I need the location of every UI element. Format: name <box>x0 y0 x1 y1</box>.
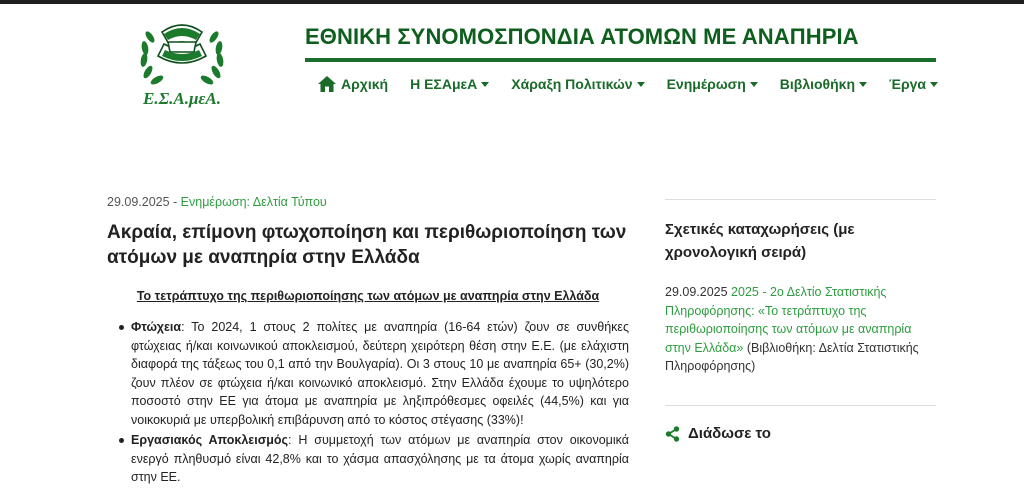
sidebar-divider <box>665 199 936 200</box>
article-bullets <box>107 318 629 489</box>
related-entry-date: 29.09.2025 <box>665 285 728 299</box>
nav-item-library[interactable] <box>780 76 867 92</box>
related-entry-link[interactable]: 2025 - 2ο Δελτίο Στατιστικής Πληροφόρησης: «Το τετράπτυχο της περιθωριοποίησης των ατόμων με αναπηρία στην Ελλάδα» <box>665 285 912 355</box>
related-entry-category: (Βιβλιοθήκη: Δελτία Στατιστικής Πληροφόρησης) <box>665 340 919 373</box>
bullet-text: : Η συμμετοχή των ατόμων με αναπηρία στον οικονομικά ενεργό πληθυσμό είναι 42,8% και το χάσμα απασχόλησης με τα άτομα χωρίς αναπηρία στην ΕΕ. <box>131 433 629 484</box>
nav-item-label: Η ΕΣΑμεΑ <box>410 76 478 92</box>
list-item <box>107 318 629 429</box>
nav-item-label: Ενημέρωση <box>666 76 746 92</box>
caret-down-icon <box>637 82 645 87</box>
home-icon <box>317 75 337 93</box>
esamea-logo[interactable] <box>124 12 240 112</box>
header-divider <box>305 58 936 62</box>
nav-item-label: Χάραξη Πολιτικών <box>511 76 633 92</box>
meta-separator: - <box>169 195 181 209</box>
sidebar-divider <box>665 405 936 406</box>
nav-item-label: Αρχική <box>341 76 389 92</box>
nav-item-esamea[interactable] <box>410 76 489 92</box>
article-meta <box>107 195 327 209</box>
nav-item-label: Έργα <box>889 76 927 92</box>
caret-down-icon <box>750 82 758 87</box>
related-entry <box>665 283 936 376</box>
caret-down-icon <box>859 82 867 87</box>
article-subheading: Το τετράπτυχο της περιθωριοποίησης των ατόμων με αναπηρία στην Ελλάδα <box>136 289 600 303</box>
nav-item-news[interactable] <box>667 76 758 92</box>
bullet-term: Φτώχεια <box>131 320 182 334</box>
nav-item-label: Βιβλιοθήκη <box>779 76 856 92</box>
article-date: 29.09.2025 <box>107 195 170 209</box>
nav-item-home[interactable] <box>317 75 388 93</box>
related-entries-title: Σχετικές καταχωρήσεις (με χρονολογική σειρά) <box>665 221 855 261</box>
top-dark-bar <box>0 0 1024 4</box>
share-icon <box>665 426 680 442</box>
nav-item-policy[interactable] <box>511 76 644 92</box>
share-label: Διάδωσε το <box>688 425 771 442</box>
svg-text:Ε.Σ.Α.μεΑ.: Ε.Σ.Α.μεΑ. <box>143 89 221 108</box>
article-title: Ακραία, επίμονη φτωχοποίηση και περιθωριοποίηση των ατόμων με αναπηρία στην Ελλάδα <box>107 222 627 268</box>
share-section <box>665 425 771 442</box>
bullet-term: Εργασιακός Αποκλεισμός <box>131 433 289 447</box>
nav-item-projects[interactable] <box>889 76 938 92</box>
article-category-link[interactable]: Ενημέρωση: Δελτία Τύπου <box>180 195 327 209</box>
caret-down-icon <box>481 82 489 87</box>
bullet-text: : Το 2024, 1 στους 2 πολίτες με αναπηρία (16-64 ετών) ζουν σε συνθήκες φτώχειας ή/και κοινωνικού αποκλεισμού, δεύτερη χειρότερη θέση στην Ε.Ε. (με ελάχιστη διαφορά της τάξεως του 0,1 από την Βουλγαρία). Οι 3 στους 10 με αναπηρία 65+ (30,2%) ζουν πλέον σε φτώχεια ή/και κοινωνικό αποκλεισμό. Στην Ελλάδα έχουμε το υψηλότερο ποσοστό στην ΕΕ για άτομα με αναπηρία με ληξιπρόθεσμες οφειλές (44,5%) και για νοικοκυριά με υπερβολική επιβάρυνση από το κόστος στέγασης (33%)! <box>131 320 629 427</box>
caret-down-icon <box>930 82 938 87</box>
main-nav <box>305 72 960 96</box>
list-item <box>107 431 629 487</box>
organization-title[interactable]: ΕΘΝΙΚΗ ΣΥΝΟΜΟΣΠΟΝΔΙΑ ΑΤΟΜΩΝ ΜΕ ΑΝΑΠΗΡΙΑ <box>305 24 859 49</box>
